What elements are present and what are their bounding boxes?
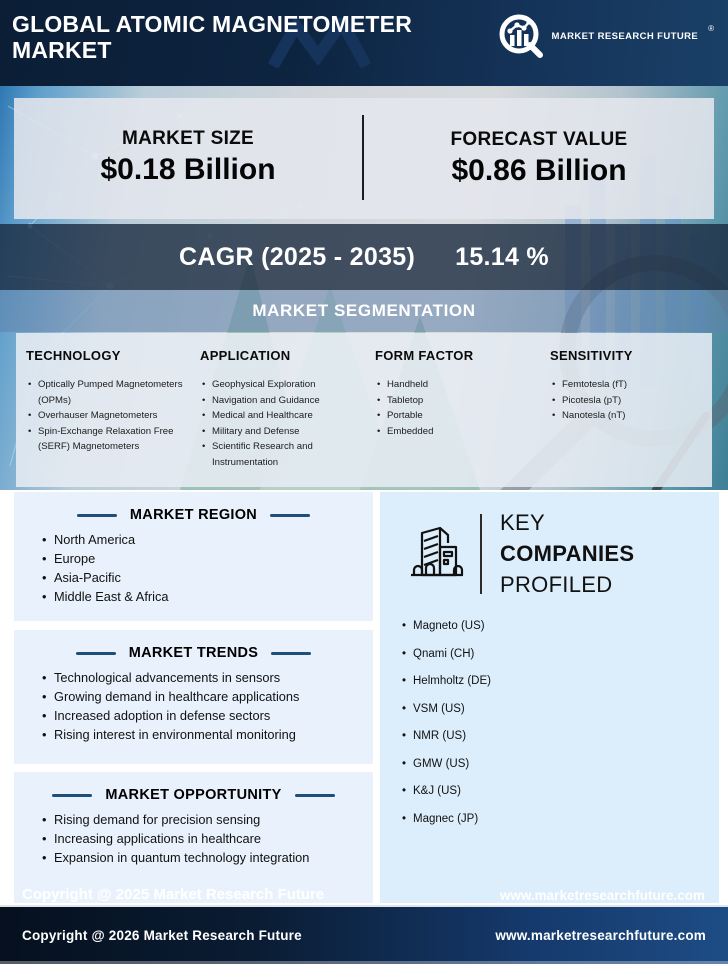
market-trends-list [42, 670, 373, 742]
segment-heading: TECHNOLOGY [26, 348, 121, 363]
key-companies-card [380, 492, 719, 903]
list-item: • Handheld [377, 377, 542, 393]
key-companies-title [500, 508, 634, 600]
list-item: • Scientific Research and Instrumentation [202, 439, 367, 470]
market-opportunity-title-row [14, 787, 373, 803]
footer-copyright: Copyright @ 2026 Market Research Future [22, 928, 302, 943]
segment-column-technology [26, 348, 200, 487]
watermark-website: www.marketresearchfuture.com [499, 888, 705, 903]
segment-list [377, 377, 542, 439]
list-item: • VSM (US) [402, 703, 719, 715]
market-region-card [14, 492, 373, 621]
key-companies-title-line1: KEY [500, 510, 545, 535]
list-item: • Increasing applications in healthcare [42, 831, 373, 846]
forecast-value-block [364, 98, 714, 219]
list-item: • Embedded [377, 424, 542, 440]
forecast-value-value: $0.86 Billion [451, 154, 627, 187]
list-item: • Picotesla (pT) [552, 393, 700, 409]
page-title [12, 11, 412, 64]
mrfr-logo-icon [498, 13, 544, 59]
list-item: • Geophysical Exploration [202, 377, 367, 393]
building-icon [408, 523, 464, 585]
list-item: • Expansion in quantum technology integration [42, 850, 373, 865]
segment-column-form-factor [375, 348, 550, 487]
list-item: • Optically Pumped Magnetometers (OPMs) [28, 377, 192, 408]
market-trends-title: MARKET TRENDS [128, 645, 259, 661]
list-item: • Femtotesla (fT) [552, 377, 700, 393]
market-size-panel [14, 98, 714, 219]
cagr-bar [0, 224, 728, 290]
page-title-line1: GLOBAL ATOMIC MAGNETOMETER [12, 11, 413, 37]
list-item: • North America [42, 532, 373, 547]
key-companies-title-line2: COMPANIES [500, 540, 635, 566]
market-region-title: MARKET REGION [129, 507, 258, 523]
segmentation-title: MARKET SEGMENTATION [252, 301, 476, 320]
key-companies-list [402, 620, 719, 825]
list-item: • Technological advancements in sensors [42, 670, 373, 685]
list-item: • Growing demand in healthcare applications [42, 689, 373, 704]
brand-name: MARKET RESEARCH FUTURE [551, 30, 699, 42]
segment-list [552, 377, 700, 424]
list-item: • Asia-Pacific [42, 570, 373, 585]
list-item: • Medical and Healthcare [202, 408, 367, 424]
list-item: • Rising demand for precision sensing [42, 812, 373, 827]
list-item: • Overhauser Magnetometers [28, 408, 192, 424]
title-dash-right [271, 652, 311, 655]
hero-section [0, 86, 728, 490]
market-region-list [42, 532, 373, 604]
list-item: • Helmholtz (DE) [402, 675, 719, 687]
segment-heading: SENSITIVITY [550, 348, 633, 363]
footer-bar [0, 905, 728, 964]
cagr-label: CAGR (2025 - 2035) [179, 242, 416, 271]
key-companies-header [408, 508, 719, 600]
segment-list [28, 377, 192, 455]
cagr-value: 15.14 % [455, 242, 549, 271]
list-item: • Magnec (JP) [402, 813, 719, 825]
key-companies-title-line3: PROFILED [500, 571, 613, 597]
market-size-block [14, 115, 364, 200]
segment-column-sensitivity [550, 348, 708, 487]
segmentation-panel [16, 333, 712, 487]
segment-column-application [200, 348, 375, 487]
segment-list [202, 377, 367, 470]
market-size-label: MARKET SIZE [121, 128, 255, 149]
list-item: • Middle East & Africa [42, 589, 373, 604]
page-title-line2: MARKET [12, 37, 112, 64]
list-item: • Spin-Exchange Relaxation Free (SERF) Magnetometers [28, 424, 192, 455]
list-item: • Rising interest in environmental monitoring [42, 727, 373, 742]
vertical-divider [480, 514, 482, 594]
segment-heading: FORM FACTOR [375, 348, 474, 363]
list-item: • Military and Defense [202, 424, 367, 440]
market-size-value: $0.18 Billion [100, 153, 276, 186]
list-item: • Portable [377, 408, 542, 424]
title-dash-left [77, 514, 117, 517]
market-opportunity-list [42, 812, 373, 865]
market-trends-title-row [14, 645, 373, 661]
title-dash-left [76, 652, 116, 655]
segmentation-title-bar [0, 290, 728, 332]
list-item: • Increased adoption in defense sectors [42, 708, 373, 723]
title-dash-right [295, 794, 335, 797]
watermark-copyright: Copyright @ 2025 Market Research Future [22, 886, 325, 903]
list-item: • Navigation and Guidance [202, 393, 367, 409]
list-item: • NMR (US) [402, 730, 719, 742]
forecast-value-label: FORECAST VALUE [450, 129, 628, 150]
header-bar [0, 0, 728, 86]
list-item: • Europe [42, 551, 373, 566]
market-opportunity-title: MARKET OPPORTUNITY [105, 787, 282, 803]
list-item: • Magneto (US) [402, 620, 719, 632]
list-item: • Nanotesla (nT) [552, 408, 700, 424]
segment-heading: APPLICATION [200, 348, 291, 363]
list-item: • Tabletop [377, 393, 542, 409]
brand-logo [498, 13, 714, 59]
list-item: • GMW (US) [402, 758, 719, 770]
list-item: • K&J (US) [402, 785, 719, 797]
list-item: • Qnami (CH) [402, 648, 719, 660]
market-region-title-row [14, 507, 373, 523]
title-dash-right [270, 514, 310, 517]
registered-mark: ® [708, 23, 714, 33]
market-trends-card [14, 630, 373, 764]
title-dash-left [52, 794, 92, 797]
market-opportunity-card [14, 772, 373, 903]
footer-website: www.marketresearchfuture.com [495, 928, 706, 943]
